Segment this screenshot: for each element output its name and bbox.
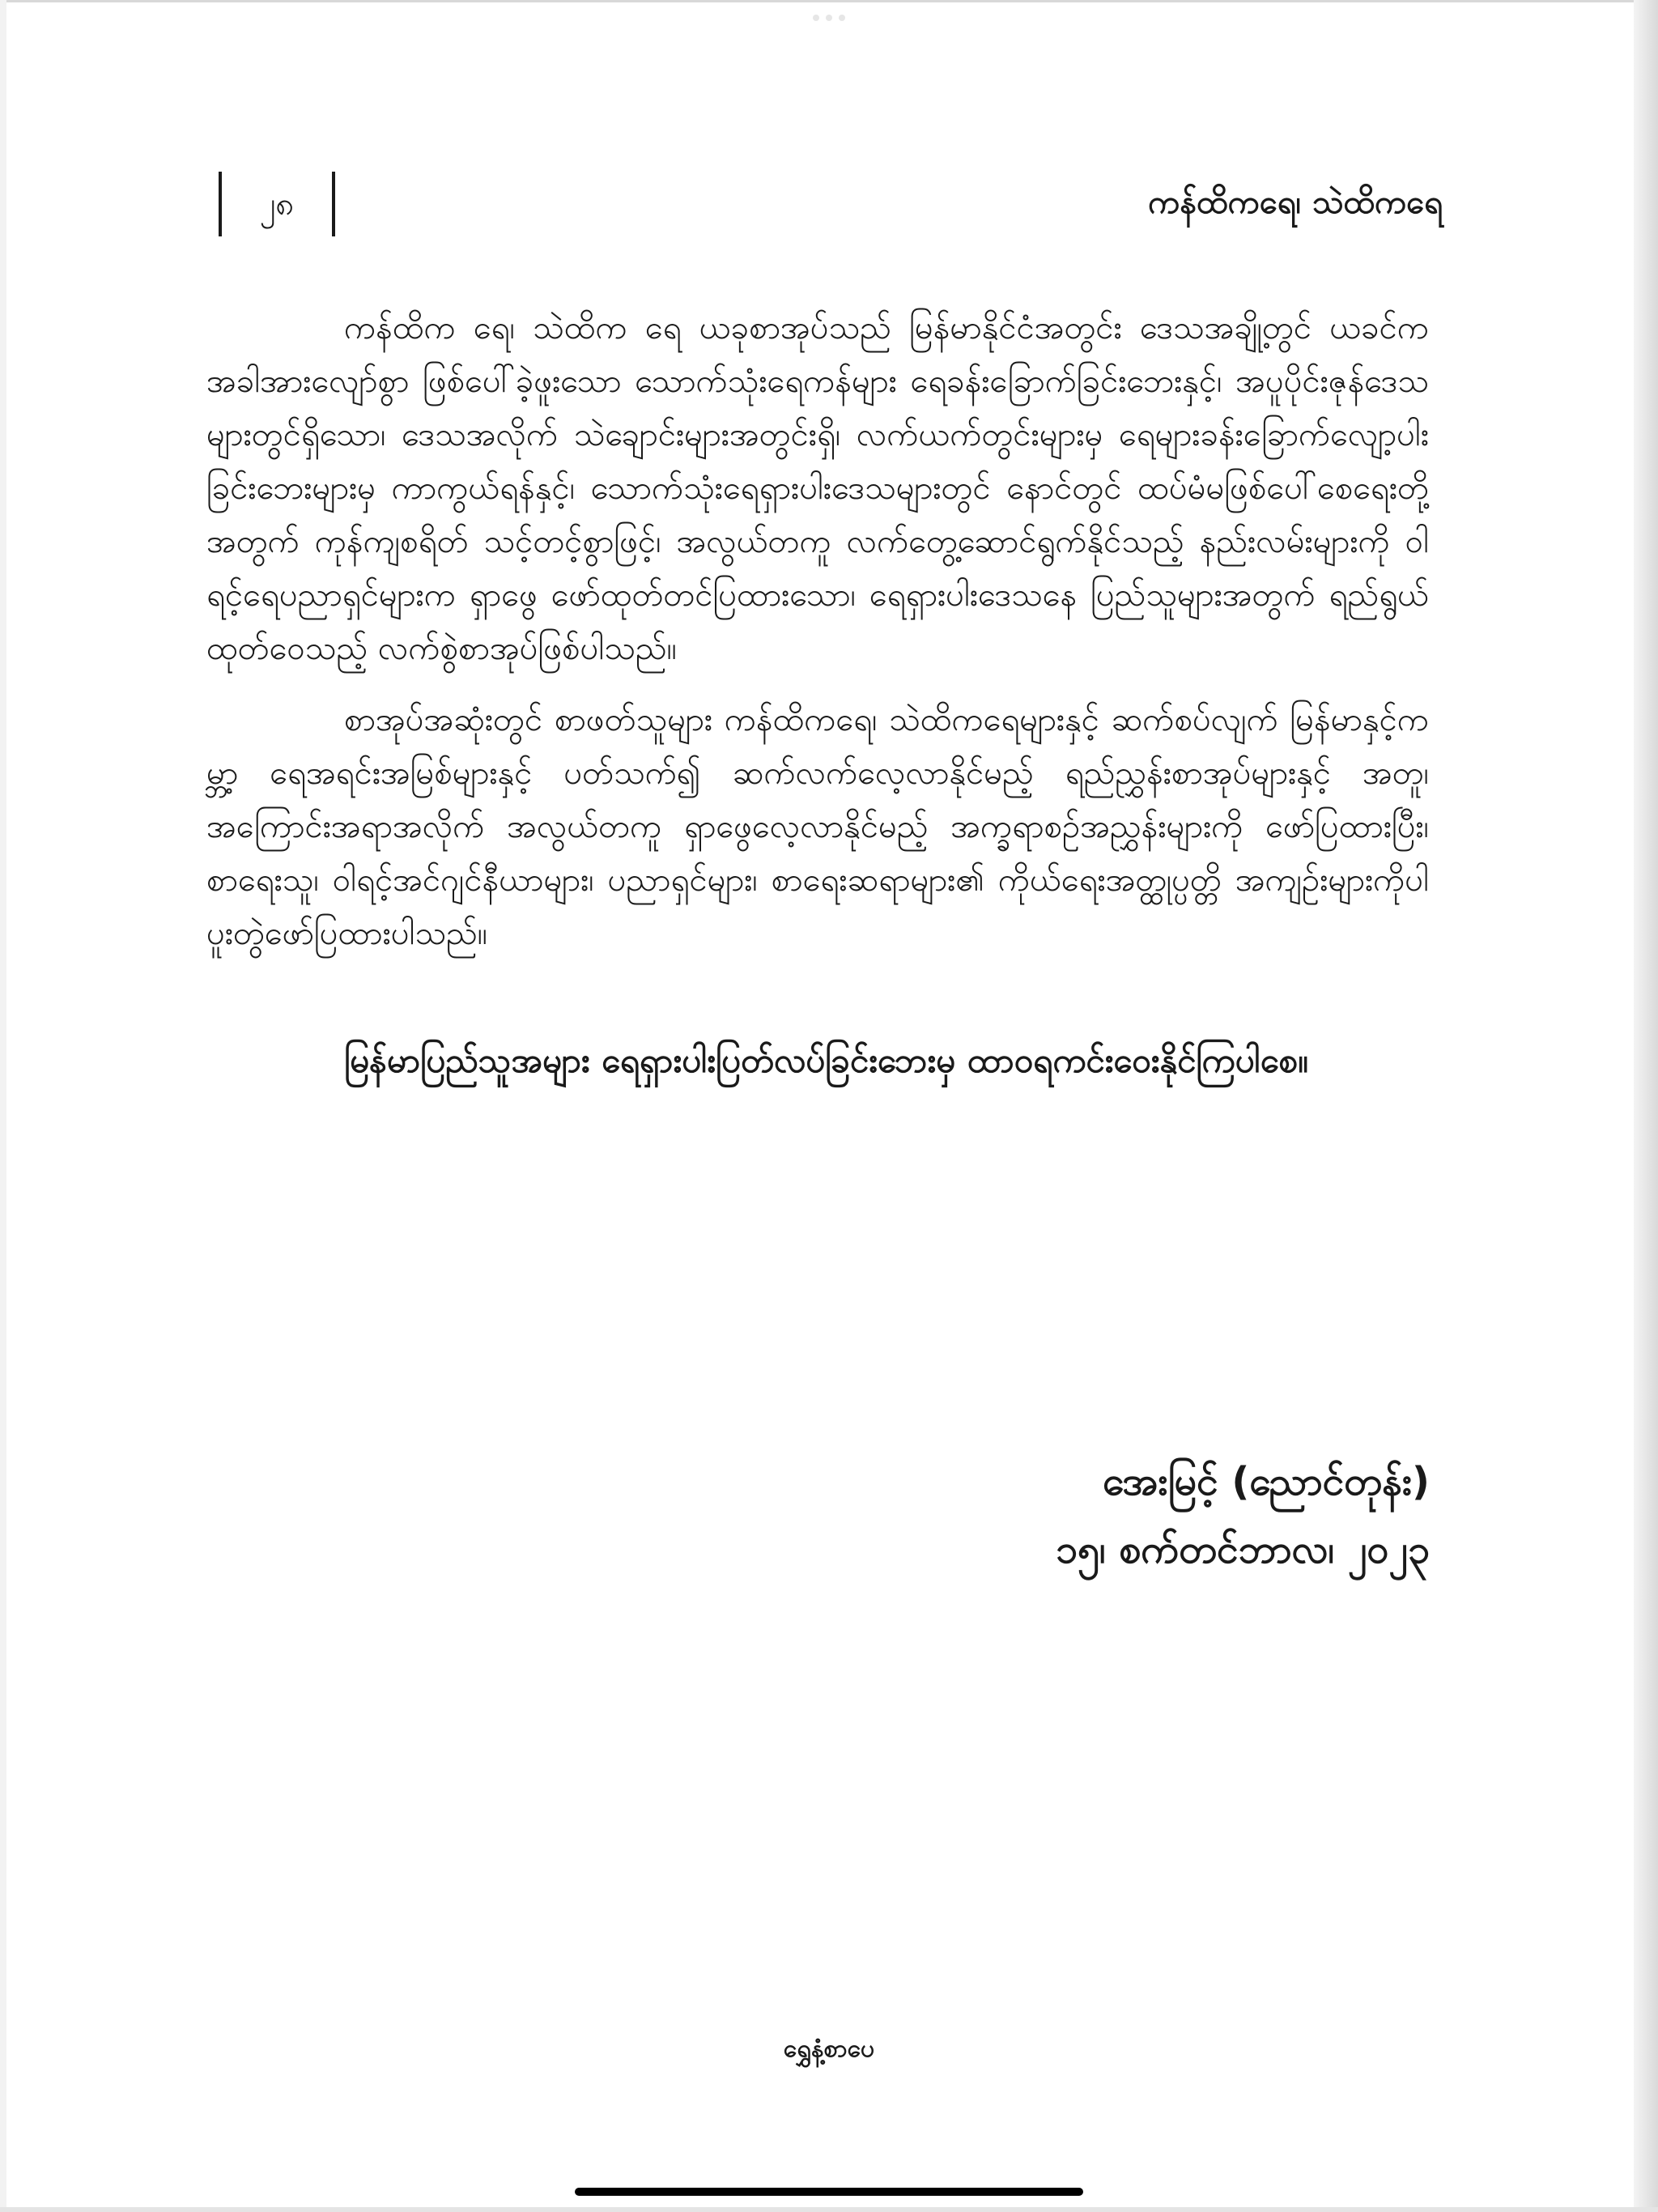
page-left-edge: [0, 0, 6, 2212]
page-curl-edge: [1634, 0, 1658, 2212]
top-border: [0, 0, 1658, 2]
signature-block: [1056, 1448, 1430, 1584]
author-name: အေးမြင့် (ညောင်တုန်း): [1103, 1459, 1430, 1504]
page-header: [219, 172, 1443, 236]
running-title: ကန်ထိကရေ၊ သဲထိကရေ: [1148, 184, 1443, 221]
body-text: [206, 301, 1429, 1108]
dot-icon: [813, 15, 819, 21]
closing-wish: မြန်မာပြည်သူအများ ရေရှားပါးပြတ်လပ်ခြင်းဘေးမှ ထာဝရကင်းဝေးနိုင်ကြပါစေ။: [344, 1040, 1308, 1080]
dot-icon: [839, 15, 845, 21]
signature-date: ၁၅၊ စက်တင်ဘာလ၊ ၂၀၂၃: [1055, 1527, 1430, 1572]
page-number: ၂၈: [219, 172, 335, 236]
bottom-border: [0, 2207, 1658, 2212]
publisher-footer: ရွှေနံ့စာပေ: [783, 2035, 875, 2063]
paragraph: စာအုပ်အဆုံးတွင် စာဖတ်သူများ ကန်ထိကရေ၊ သဲထိကရေများနှင့် ဆက်စပ်လျက် မြန်မာနှင့်ကမ္ဘာ့ ရေအရင်းအမြစ်များနှင့် ပတ်သက်၍ ဆက်လက်လေ့လာနိုင်မည့် ရည်ညွှန်းစာအုပ်များနှင့် အတူ၊ အကြောင်းအရာအလိုက် အလွယ်တကူ ရှာဖွေလေ့လာနိုင်မည့် အက္ခရာစဉ်အညွှန်းများကို ဖော်ပြထားပြီး၊ စာရေးသူ၊ ဝါရင့်အင်ဂျင်နီယာများ၊ ပညာရှင်များ၊ စာရေးဆရာများ၏ ကိုယ်ရေးအတ္ထုပ္ပတ္တိ အကျဉ်းများကိုပါ ပူးတွဲဖော်ပြထားပါသည်။: [206, 701, 1429, 952]
reader-grabber-dots[interactable]: [813, 15, 845, 21]
dot-icon: [826, 15, 832, 21]
home-indicator[interactable]: [575, 2188, 1083, 2196]
paragraph: ကန်ထိက ရေ၊ သဲထိက ရေ ယခုစာအုပ်သည် မြန်မာနိုင်ငံအတွင်း ဒေသအချို့တွင် ယခင်က အခါအားလျော်စွာ ဖြစ်ပေါ်ခဲ့ဖူးသော သောက်သုံးရေကန်များ ရေခန်းခြောက်ခြင်းဘေးနှင့်၊ အပူပိုင်းဇုန်ဒေသများတွင်ရှိသော၊ ဒေသအလိုက် သဲချောင်းများအတွင်းရှိ၊ လက်ယက်တွင်းများမှ ရေများခန်းခြောက်လျော့ပါးခြင်းဘေးများမှ ကာကွယ်ရန်နှင့်၊ သောက်သုံးရေရှားပါးဒေသများတွင် နောင်တွင် ထပ်မံမဖြစ်ပေါ်စေရေးတို့အတွက် ကုန်ကျစရိတ် သင့်တင့်စွာဖြင့်၊ အလွယ်တကူ လက်တွေ့ဆောင်ရွက်နိုင်သည့် နည်းလမ်းများကို ဝါရင့်ရေပညာရှင်များက ရှာဖွေ ဖော်ထုတ်တင်ပြထားသော၊ ရေရှားပါးဒေသနေ ပြည်သူများအတွက် ရည်ရွယ်ထုတ်ဝေသည့် လက်စွဲစာအုပ်ဖြစ်ပါသည်။: [206, 309, 1429, 667]
